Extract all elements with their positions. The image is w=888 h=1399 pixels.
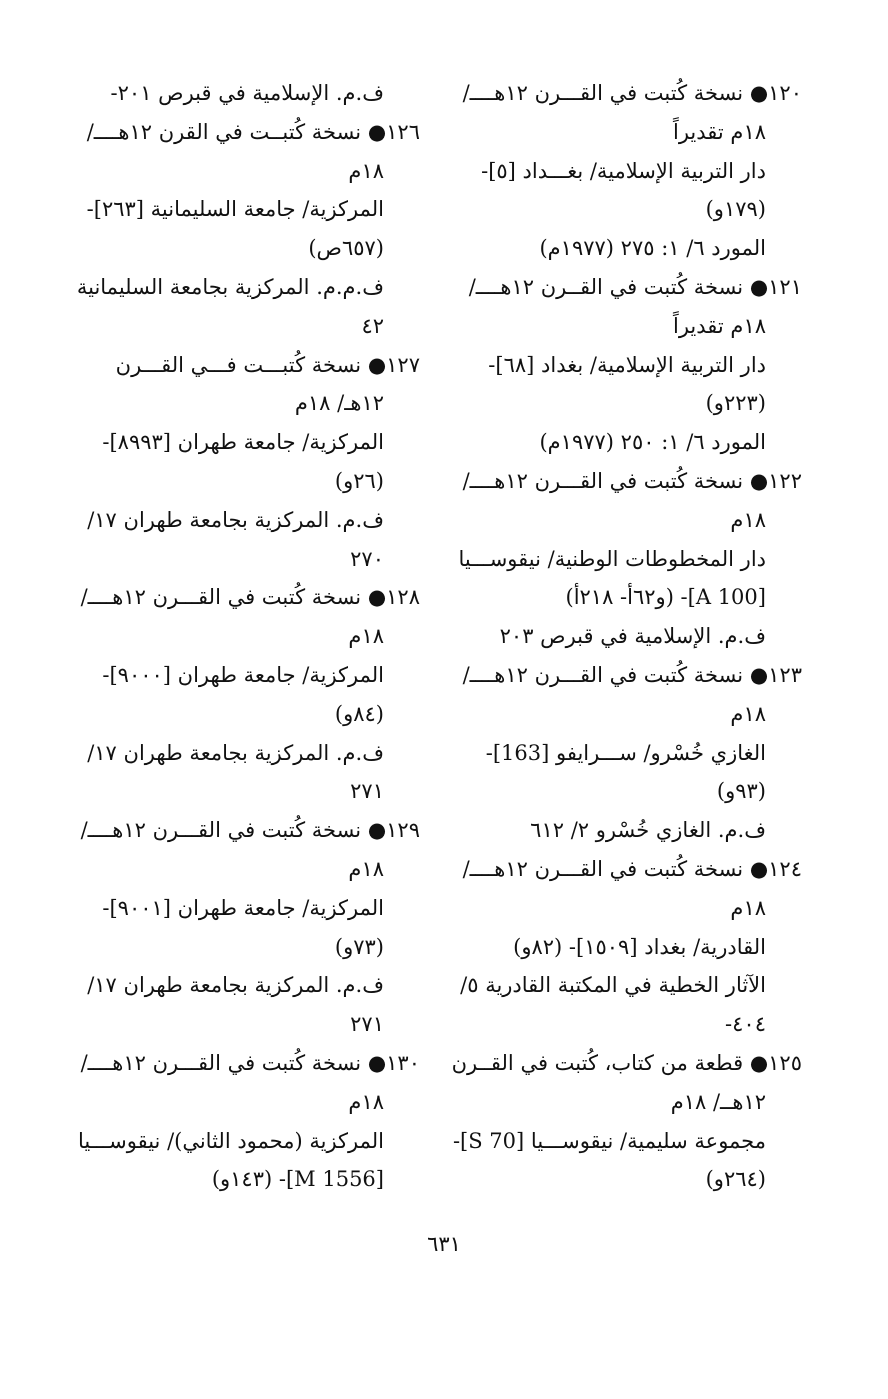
right-column xyxy=(452,74,802,1199)
entry-line: (٢٦و) xyxy=(334,468,384,493)
entry-heading: ١٢٢● نسخة كُتبت في القـــرن ١٢هــــ/ xyxy=(462,468,802,493)
entry-line: ١٨م xyxy=(348,624,384,649)
entry-line: (٢٦٤و) xyxy=(705,1167,766,1192)
entry-line: ١٨م xyxy=(348,856,384,881)
entry-line: المركزية/ جامعة طهران [٩٠٠٠]- xyxy=(102,662,384,687)
entry-line: ف.م. المركزية بجامعة طهران ١٧/ xyxy=(87,973,384,998)
entry-line: (٧٣و) xyxy=(334,934,384,959)
entry-line: ف.م. الإسلامية في قبرص ٢٠٣ xyxy=(499,624,766,649)
entry-line: (٢٢٣و) xyxy=(705,391,766,416)
entry-line: (١٧٩و) xyxy=(705,197,766,222)
entry-heading: ١٢٧● نسخة كُتبـــت فـــي القـــرن xyxy=(115,352,420,377)
entry-line: القادرية/ بغداد [١٥٠٩]- (٨٢و) xyxy=(513,934,766,959)
entry-line: الآثار الخطية في المكتبة القادرية ٥/ xyxy=(460,973,766,998)
entry-line: ف.م.م. المركزية بجامعة السليمانية xyxy=(76,274,384,299)
entry-line: ٢٧١ xyxy=(350,1012,384,1037)
entry-line: ١٨م تقديراً xyxy=(673,119,766,144)
entry-line: ١٨م xyxy=(348,1089,384,1114)
entry-line: الغازي خُسْرو/ ســـرايفو [163]- xyxy=(485,740,766,765)
entry-line: المورد ٦/ ١: ٢٧٥ (١٩٧٧م) xyxy=(539,236,766,261)
entry-line: ف.م. المركزية بجامعة طهران ١٧/ xyxy=(87,507,384,532)
entry-line: (٩٣و) xyxy=(716,779,766,804)
entry-line: ١٨م xyxy=(730,701,766,726)
entry-line: مجموعة سليمية/ نيقوســـيا [S 70]- xyxy=(452,1128,766,1153)
entry-heading: ١٢٥● قطعة من كتاب، كُتبت في القــرن xyxy=(451,1050,802,1075)
entry-line: (٨٤و) xyxy=(334,701,384,726)
entry-line: (٦٥٧ص) xyxy=(308,236,384,261)
entry-line: ١٨م xyxy=(730,507,766,532)
entry-heading: ١٢٤● نسخة كُتبت في القـــرن ١٢هــــ/ xyxy=(462,856,802,881)
left-column xyxy=(76,74,420,1199)
entry-heading: ١٣٠● نسخة كُتبت في القـــرن ١٢هــــ/ xyxy=(80,1050,420,1075)
entry-heading: ١٢٨● نسخة كُتبت في القـــرن ١٢هــــ/ xyxy=(80,585,420,610)
entry-line: ٤٢ xyxy=(361,313,384,338)
entry-line: ف.م. الإسلامية في قبرص ٢٠١- xyxy=(110,81,384,105)
entry-line: ١٨م تقديراً xyxy=(673,313,766,338)
entry-line: المركزية/ جامعة طهران [٨٩٩٣]- xyxy=(102,430,384,455)
entry-line: المركزية/ جامعة السليمانية [٢٦٣]- xyxy=(86,197,384,222)
entry-line: ١٨م xyxy=(348,158,384,183)
entry-line: المركزية/ جامعة طهران [٩٠٠١]- xyxy=(102,895,384,920)
entry-line: ف.م. الغازي خُسْرو ٢/ ٦١٢ xyxy=(530,818,766,843)
entry-line: دار المخطوطات الوطنية/ نيقوســـيا xyxy=(458,546,766,571)
entry-heading: ١٢٣● نسخة كُتبت في القـــرن ١٢هــــ/ xyxy=(462,662,802,687)
entry-line: ٤٠٤- xyxy=(725,1012,766,1037)
entry-line: دار التربية الإسلامية/ بغـــداد [٥]- xyxy=(481,158,766,183)
entry-heading: ١٢١● نسخة كُتبت في القــرن ١٢هــــ/ xyxy=(468,274,802,299)
entry-heading: ١٢٩● نسخة كُتبت في القـــرن ١٢هــــ/ xyxy=(80,818,420,843)
entry-line: ١٨م xyxy=(730,895,766,920)
entry-line: ٢٧١ xyxy=(350,779,384,804)
entry-line: المورد ٦/ ١: ٢٥٠ (١٩٧٧م) xyxy=(539,430,766,455)
page-number: ٦٣١ xyxy=(427,1232,461,1256)
entry-line: ١٢هـ/ ١٨م xyxy=(294,391,384,416)
entry-line: [M 1556]- (١٤٣و) xyxy=(211,1167,384,1192)
entry-line: دار التربية الإسلامية/ بغداد [٦٨]- xyxy=(488,352,766,377)
entry-line: ٢٧٠ xyxy=(350,546,384,571)
entry-line: [A 100]- (و٦٢أ- ٢١٨أ) xyxy=(565,585,766,610)
entry-line: ١٢هــ/ ١٨م xyxy=(670,1089,766,1114)
entry-line: ف.م. المركزية بجامعة طهران ١٧/ xyxy=(87,740,384,765)
entry-heading: ١٢٦● نسخة كُتبــت في القرن ١٢هــــ/ xyxy=(86,119,420,144)
entry-heading: ١٢٠● نسخة كُتبت في القـــرن ١٢هــــ/ xyxy=(462,81,802,105)
entry-line: المركزية (محمود الثاني)/ نيقوســـيا xyxy=(77,1128,384,1153)
